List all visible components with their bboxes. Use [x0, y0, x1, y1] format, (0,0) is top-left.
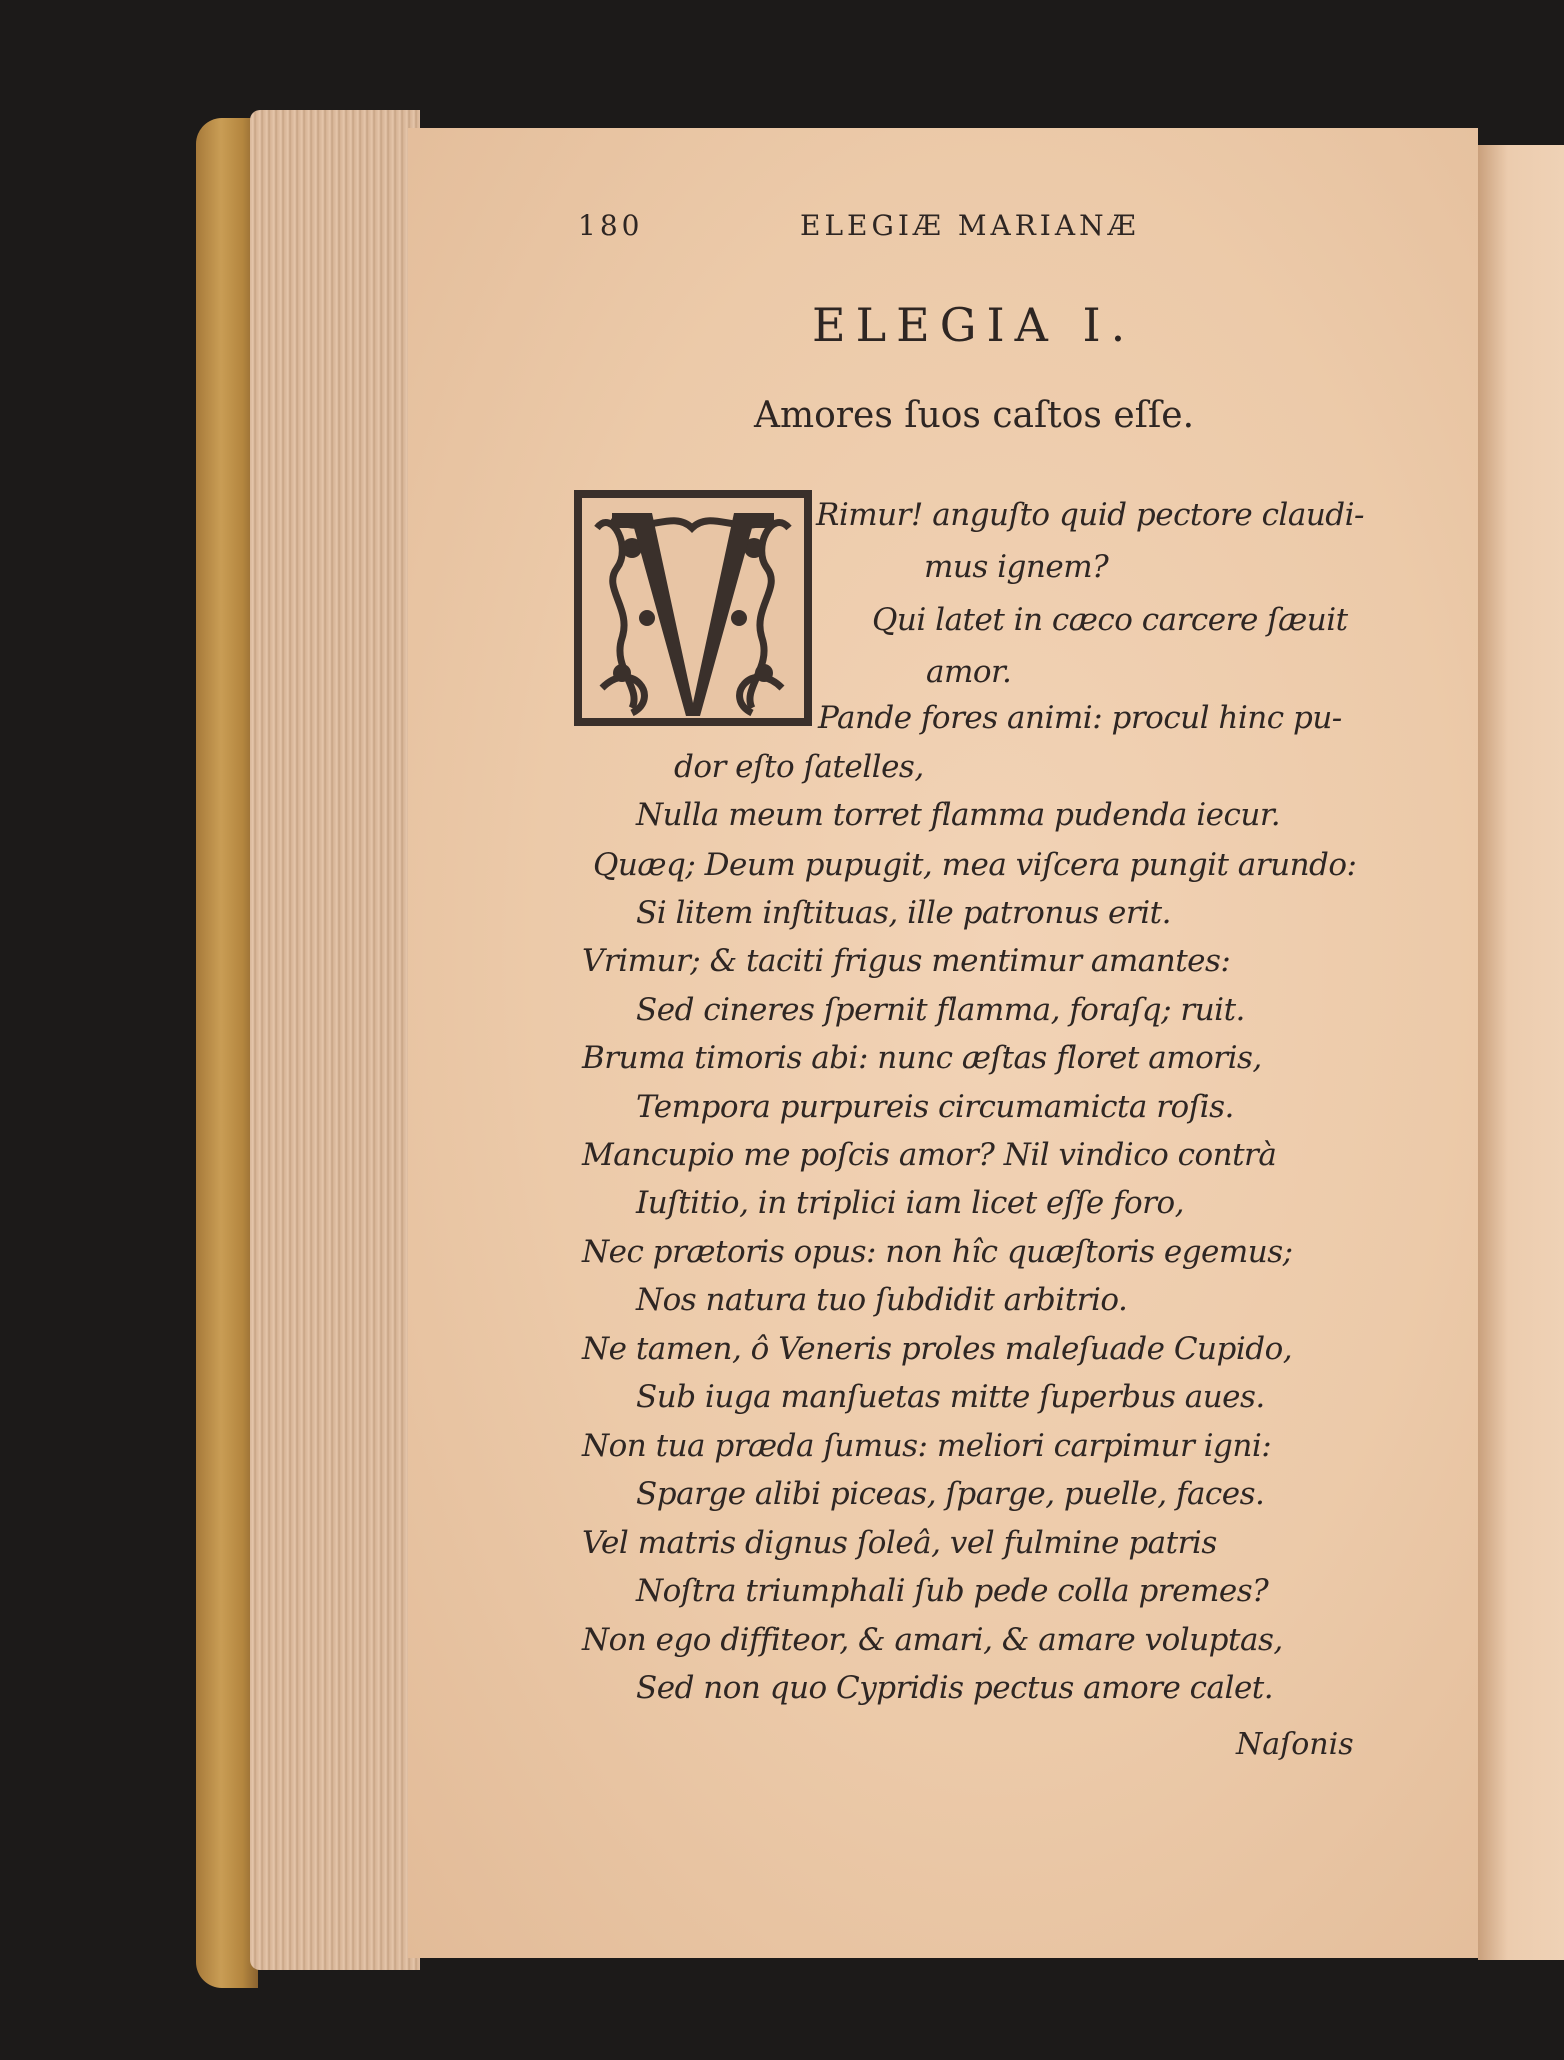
verse-line: Tempora purpureis circumamicta roſis. [636, 1089, 1234, 1125]
verse-line: Si litem inſtituas, ille patronus erit. [636, 895, 1171, 931]
verse-line: Vrimur; & taciti frigus mentimur amantes: [582, 943, 1231, 979]
verse-line: Sed cineres ſpernit flamma, foraſq; ruit. [636, 992, 1245, 1028]
running-title: ELEGIÆ MARIANÆ [800, 209, 1140, 242]
elegy-title: ELEGIA I. [812, 298, 1136, 352]
verse-line: Nos natura tuo ſubdidit arbitrio. [636, 1282, 1128, 1318]
verse-line: Sparge alibi piceas, ſparge, puelle, faces. [636, 1476, 1265, 1512]
verse-line: Non tua præda ſumus: meliori carpimur igni: [582, 1428, 1272, 1464]
verse-line: Pande fores animi: procul hinc pu- [818, 700, 1342, 736]
verse-line: Sub iuga manſuetas mitte ſuperbus aues. [636, 1379, 1265, 1415]
ornamental-initial-icon [572, 488, 814, 728]
verse-line: Rimur! anguſto quid pectore claudi- [816, 497, 1365, 533]
verse-line: Nulla meum torret flamma pudenda iecur. [636, 797, 1281, 833]
facing-page-edge [1478, 145, 1564, 1960]
verse-line: Vel matris dignus ſoleâ, vel fulmine patris [582, 1525, 1217, 1561]
verse-line: mus ignem? [924, 549, 1109, 585]
book-cover-edge [196, 118, 258, 1988]
verse-line: Sed non quo Cypridis pectus amore calet. [636, 1670, 1274, 1706]
page-block-edges [250, 110, 420, 1970]
verse-line: amor. [926, 654, 1012, 690]
page-number: 180 [578, 209, 644, 242]
verse-line: Noſtra triumphali ſub pede colla premes? [636, 1573, 1269, 1609]
verse-line: dor eſto ſatelles, [674, 749, 924, 785]
verse-line: Quæq; Deum pupugit, mea viſcera pungit arundo: [593, 847, 1357, 883]
verse-line: Nec prætoris opus: non hîc quæſtoris egemus; [582, 1234, 1293, 1270]
verse-line: Non ego diffiteor, & amari, & amare voluptas, [582, 1622, 1283, 1658]
catchword: Naſonis [1236, 1727, 1354, 1762]
verse-line: Bruma timoris abi: nunc æſtas floret amoris, [582, 1040, 1262, 1076]
elegy-subtitle: Amores ſuos caſtos eſſe. [754, 395, 1195, 436]
verse-line: Iuſtitio, in triplici iam licet eſſe foro, [636, 1185, 1184, 1221]
verse-line: Qui latet in cæco carcere ſæuit [872, 602, 1348, 638]
verse-line: Mancupio me poſcis amor? Nil vindico contrà [582, 1137, 1277, 1173]
verse-line: Ne tamen, ô Veneris proles maleſuade Cupido, [582, 1331, 1293, 1367]
